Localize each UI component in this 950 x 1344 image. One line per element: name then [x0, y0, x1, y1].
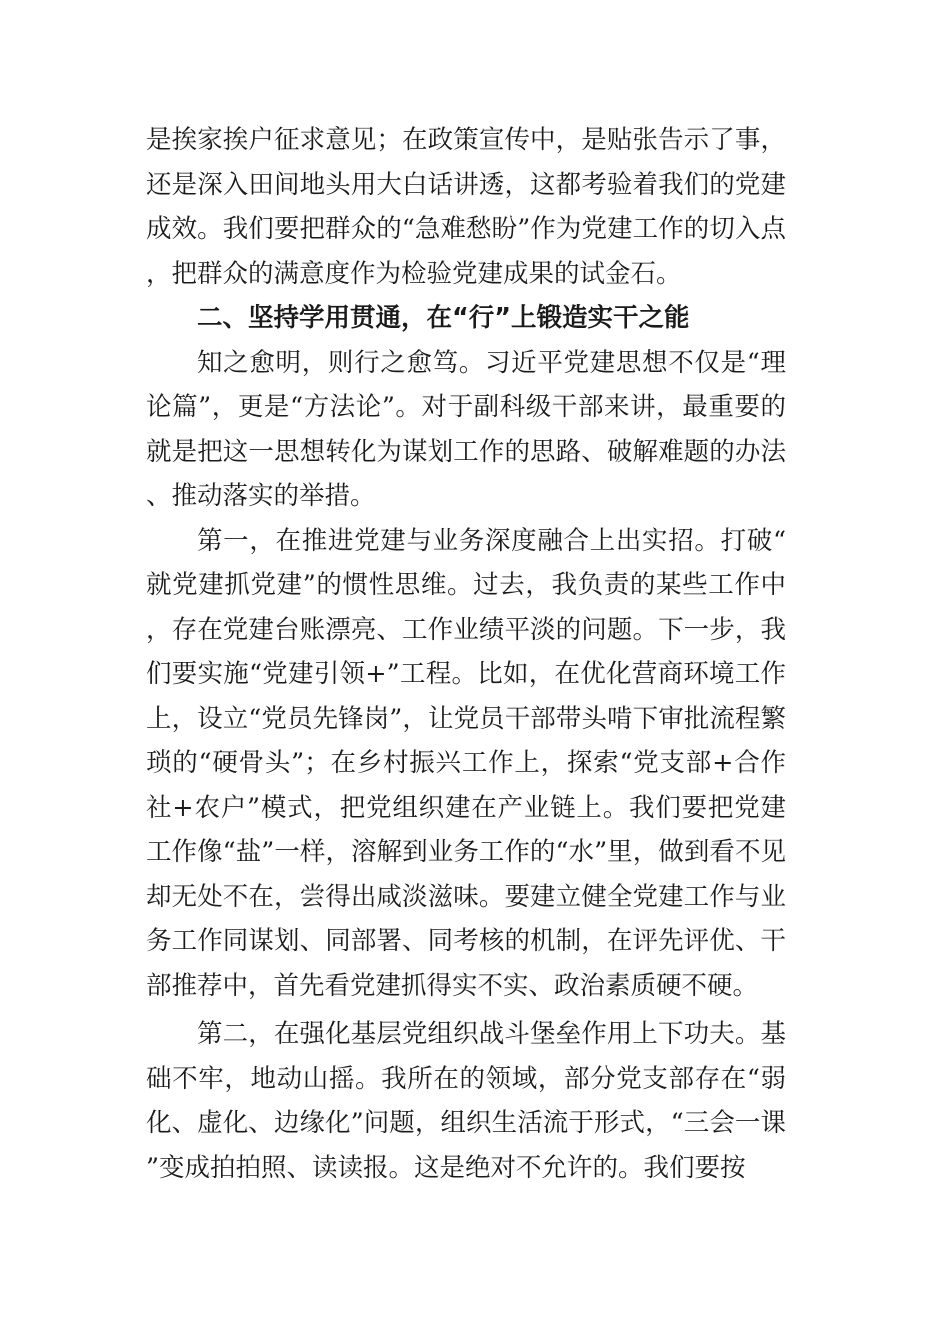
paragraph-intro: 知之愈明，则行之愈笃。习近平党建思想不仅是“理论篇”，更是“方法论”。对于副科级干部来讲，最重要的就是把这一思想转化为谋划工作的思路、破解难题的办法、推动落实的举措。 [146, 347, 786, 511]
paragraph-first-point: 第一，在推进党建与业务深度融合上出实招。打破“就党建抓党建”的惯性思维。过去，我负责的某些工作中，存在党建台账漂亮、工作业绩平淡的问题。下一步，我们要实施“党建引领+”工程。比如，在优化营商环境工作上，设立“党员先锋岗”，让党员干部带头啃下审批流程繁琐的“硬骨头”；在乡村振兴工作上，探索“党支部+合作社+农户”模式，把党组织建在产业链上。我们要把党建工作像“盐”一样，溶解到业务工作的“水”里，做到看不见却无处不在，尝得出咸淡滋味。要建立健全党建工作与业务工作同谋划、同部署、同考核的机制，在评先评优、干部推荐中，首先看党建抓得实不实、政治素质硬不硬。 [146, 525, 786, 1001]
section-heading: 二、坚持学用贯通，在“行”上锻造实干之能 [197, 303, 690, 333]
paragraph-second-point: 第二，在强化基层党组织战斗堡垒作用上下功夫。基础不牢，地动山摇。我所在的领域，部分党支部存在“弱化、虚化、边缘化”问题，组织生活流于形式，“三会一课”变成拍拍照、读读报。这是绝对不允许的。我们要按 [146, 1019, 786, 1183]
document-page [146, 118, 786, 1190]
paragraph-continued: 是挨家挨户征求意见；在政策宣传中，是贴张告示了事，还是深入田间地头用大白话讲透，这都考验着我们的党建成效。我们要把群众的“急难愁盼”作为党建工作的切入点，把群众的满意度作为检验党建成果的试金石。 [146, 125, 786, 289]
